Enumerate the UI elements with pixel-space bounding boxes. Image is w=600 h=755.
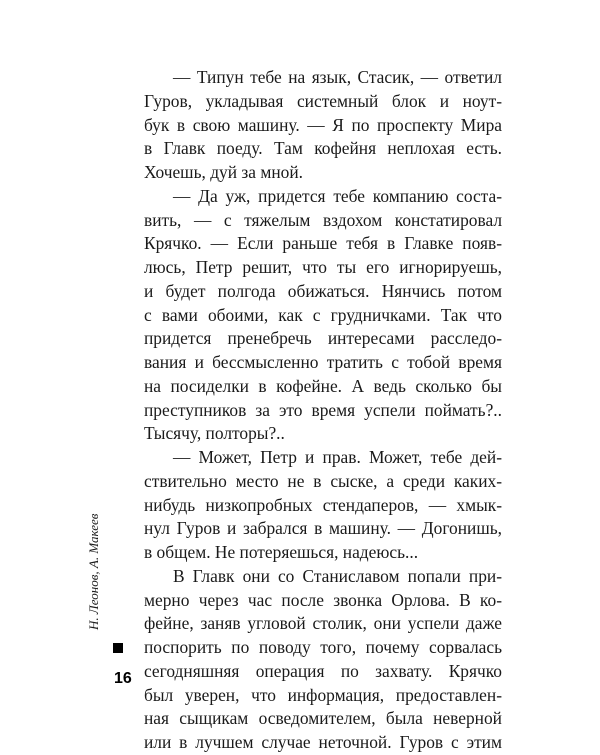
text-line: сегодняшняя операция по захвату. Крячко	[144, 660, 502, 681]
text-line: или в лучшем случае неточной. Гуров с этим	[144, 732, 502, 752]
running-head-marker	[113, 643, 123, 653]
running-head-authors: Н. Леонов, А. Макеев	[86, 513, 101, 630]
text-line: в общем. Не потеряешься, надеюсь...	[144, 542, 419, 562]
body-text	[144, 66, 502, 755]
text-line: бук в свою машину. — Я по проспекту Мира	[144, 114, 502, 135]
text-line: вания и бессмысленно тратить с тобой время	[144, 352, 502, 372]
text-line: Гуров, укладывая системный блок и ноут-	[144, 90, 502, 111]
text-line: поспорить по поводу того, почему сорвалась	[144, 637, 502, 657]
text-line: нибудь низкопробных стендаперов, — хмык-	[144, 494, 502, 515]
page-number: 16	[114, 670, 132, 687]
text-line: — Может, Петр и прав. Может, тебе дей-	[173, 447, 502, 467]
text-line: Тысячу, полторы?..	[144, 423, 285, 444]
text-line: люсь, Петр решит, что ты его игнорируешь,	[144, 257, 502, 277]
text-line: мерно через час после звонка Орлова. В ко-	[144, 589, 502, 610]
text-line: на посиделки в кофейне. А ведь сколько бы	[144, 375, 502, 396]
text-line: нул Гуров и забрался в машину. — Догонишь,	[144, 518, 502, 539]
text-line: Крячко. — Если раньше тебя в Главке появ-	[144, 233, 502, 254]
text-line: и будет полгода обижаться. Нянчись потом	[144, 280, 502, 301]
text-line: в Главк поеду. Там кофейня неплохая есть.	[144, 138, 502, 159]
text-line: придется пренебречь интересами расследо-	[144, 328, 502, 349]
text-line: ствительно место не в сыске, а среди каких-	[144, 470, 502, 491]
text-line: с вами обоими, как с грудничками. Так что	[144, 304, 502, 325]
text-line: преступников за это время успели поймать?..	[144, 399, 502, 420]
text-line: был уверен, что информация, предоставлен-	[144, 684, 502, 705]
text-line: — Типун тебе на язык, Стасик, — ответил	[173, 67, 502, 87]
text-line: ная сыщикам осведомителем, была неверной	[144, 708, 502, 729]
text-line: фейне, заняв угловой столик, они успели даже	[144, 613, 502, 634]
text-line: Хочешь, дуй за мной.	[144, 162, 303, 182]
text-line: — Да уж, придется тебе компанию соста-	[173, 185, 502, 206]
text-line: вить, — с тяжелым вздохом констатировал	[144, 209, 502, 230]
text-line: В Главк они со Станиславом попали при-	[173, 565, 502, 586]
